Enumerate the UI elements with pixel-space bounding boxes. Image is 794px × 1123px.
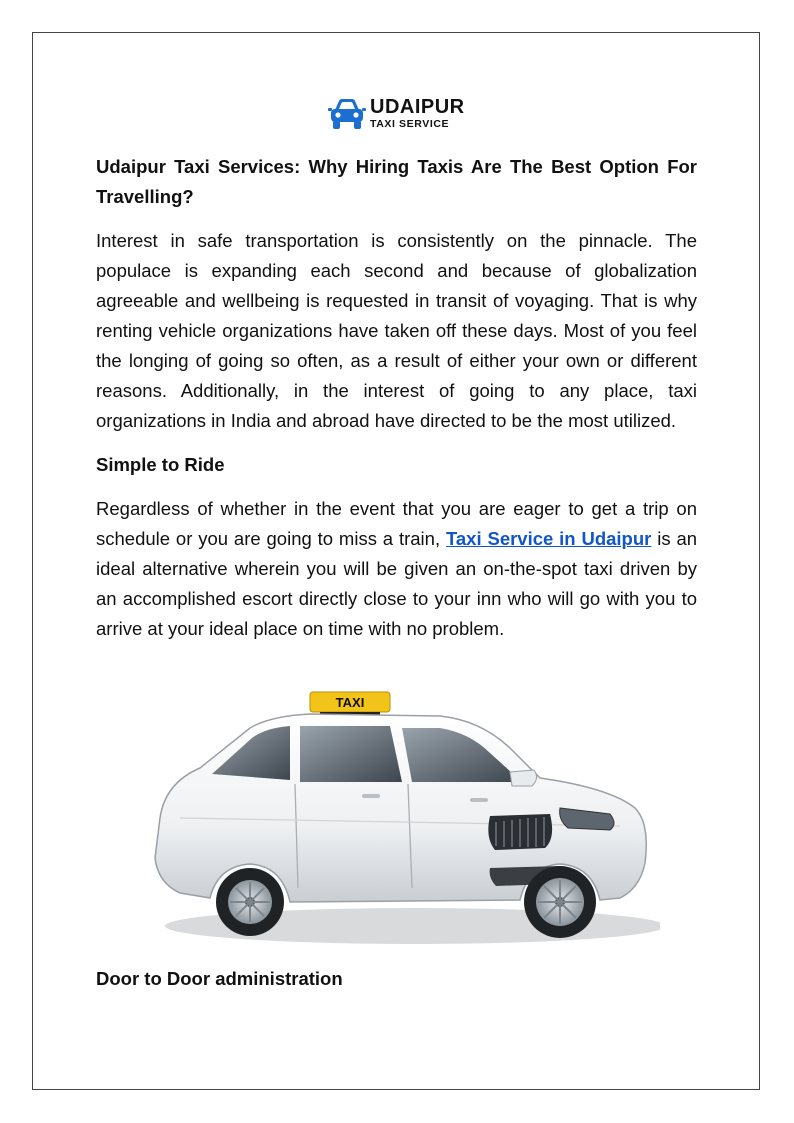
section-heading-door-to-door: Door to Door administration	[96, 968, 343, 989]
paragraph-text-before-link: Regardless of whether in the event that you are eager to get a trip on schedule or you are going to miss a train,	[96, 498, 697, 549]
article	[96, 152, 697, 658]
intro-paragraph: Interest in safe transportation is consistently on the pinnacle. The populace is expanding each second and because of globalization agreeable and wellbeing is requested in transit of voyaging. That is why renting vehicle organizations have taken off these days. Most of you feel the longing of going so often, as a result of either your own or different reasons. Additionally, in the interest of going to any place, taxi organizations in India and abroad have directed to be the most utilized.	[96, 230, 697, 431]
logo	[328, 97, 468, 133]
section-heading-simple-to-ride: Simple to Ride	[96, 454, 225, 475]
simple-to-ride-paragraph	[96, 494, 697, 644]
logo-subtitle: TAXI SERVICE	[370, 118, 450, 130]
logo-title: UDAIPUR	[370, 96, 465, 118]
car-icon	[328, 97, 366, 131]
taxi-service-link[interactable]: Taxi Service in Udaipur	[445, 528, 652, 549]
taxi-car-image	[140, 688, 660, 950]
roof-sign-label: TAXI	[335, 695, 365, 710]
paragraph-text-after-link: is an ideal alternative wherein you will be given an on-the-spot taxi driven by an accomplished escort directly close to your inn who will go with you to arrive at your ideal place on time with no problem.	[96, 528, 698, 639]
article-title: Udaipur Taxi Services: Why Hiring Taxis Are The Best Option For Travelling?	[96, 156, 697, 207]
